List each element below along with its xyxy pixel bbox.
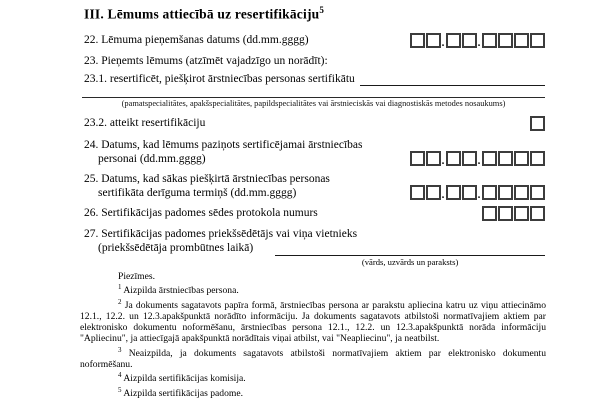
form-row-23-1 — [84, 72, 545, 86]
item26-label: 26. Sertifikācijas padomes sēdes protokola numurs — [84, 207, 318, 219]
form-digit-box[interactable] — [426, 33, 441, 48]
form-digit-box[interactable] — [514, 151, 529, 166]
footnote-5-text: Aizpilda sertifikācijas padome. — [123, 387, 243, 399]
date-separator-dot: . — [477, 36, 481, 49]
footnote-3-marker: 3 — [118, 345, 122, 354]
validity-start-date-boxes — [410, 185, 545, 200]
item23-1-label: 23.1. resertificēt, piešķirot ārstniecības personas sertifikātu — [84, 72, 355, 85]
certificate-name-blank-line2[interactable] — [82, 97, 545, 98]
form-digit-box[interactable] — [498, 206, 513, 221]
signature-block — [275, 246, 545, 267]
signature-caption: (vārds, uzvārds un paraksts) — [361, 256, 459, 267]
section-title — [84, 5, 545, 23]
footnote-3-text: Neaizpilda, ja dokuments sagatavots atbilstoši normatīvajiem aktiem par elektronisko dokumentu noformēšanu. — [80, 347, 546, 370]
item25-label — [84, 172, 410, 200]
date-separator-dot: . — [441, 188, 445, 201]
form-digit-box[interactable] — [482, 151, 497, 166]
footnote-3 — [80, 345, 546, 371]
form-digit-box[interactable] — [498, 185, 513, 200]
form-digit-box[interactable] — [514, 206, 529, 221]
form-digit-box[interactable] — [462, 185, 477, 200]
form-digit-box[interactable] — [462, 151, 477, 166]
section-title-footnote-ref: 5 — [319, 5, 325, 15]
form-digit-box[interactable] — [514, 33, 529, 48]
footnote-2-text: Ja dokuments sagatavots papīra formā, ārstniecības persona ar parakstu apliecina katru uz viņu attiecināmo 12.1., 12.2. un 12.3.apakšpunktā norādīto informāciju. Ja dokuments sagatavots atbilstoši normatīvajiem aktiem par elektronisko dokumentu noformēšanu, ārstniecības persona 12.1., 12.2. un 12.3.apakšpunktā norāda informāciju "Apliecinu", ja attiecīgajā apakšpunktā norādītais viņai atbilst, vai "Neapliecinu", ja neatbilst. — [80, 299, 546, 345]
footnotes-block — [80, 271, 546, 399]
item24-line1: 24. Datums, kad lēmums paziņots sertificējamai ārstniecības — [84, 138, 363, 151]
footnote-1-marker: 1 — [118, 283, 122, 292]
form-row-22 — [84, 32, 545, 49]
form-row-25 — [84, 172, 545, 200]
footnote-1 — [80, 282, 546, 296]
item23-label: 23. Pieņemts lēmums (atzīmēt vajadzīgo un norādīt): — [84, 54, 328, 67]
certificate-name-caption: (pamatspecialitātes, apakšspecialitātes, papildspecialitātes vai ārstnieciskās vai diagnostiskās metodes nosaukums) — [121, 98, 506, 108]
form-digit-box[interactable] — [530, 151, 545, 166]
item24-label — [84, 138, 410, 166]
section-title-text: III. Lēmums attiecībā uz resertifikāciju — [84, 6, 320, 22]
form-digit-box[interactable] — [530, 185, 545, 200]
footnote-5-marker: 5 — [118, 385, 122, 394]
footnote-4 — [80, 370, 546, 384]
form-digit-box[interactable] — [530, 206, 545, 221]
form-digit-box[interactable] — [426, 151, 441, 166]
signature-line[interactable] — [275, 246, 545, 256]
form-digit-box[interactable] — [514, 185, 529, 200]
date-separator-dot: . — [477, 188, 481, 201]
form-digit-box[interactable] — [410, 33, 425, 48]
item25-line1: 25. Datums, kad sākas piešķirtā ārstniecības personas — [84, 172, 330, 185]
form-digit-box[interactable] — [498, 151, 513, 166]
form-digit-box[interactable] — [410, 151, 425, 166]
item24-line2: personai (dd.mm.gggg) — [98, 152, 206, 165]
form-digit-box[interactable] — [446, 33, 461, 48]
date-separator-dot: . — [441, 154, 445, 167]
form-digit-box[interactable] — [482, 33, 497, 48]
item22-label: 22. Lēmuma pieņemšanas datums (dd.mm.gggg) — [84, 34, 309, 46]
footnote-4-marker: 4 — [118, 371, 122, 380]
date-separator-dot: . — [441, 36, 445, 49]
footnote-1-text: Aizpilda ārstniecības persona. — [123, 285, 239, 297]
footnote-4-text: Aizpilda sertifikācijas komisija. — [123, 373, 246, 385]
form-digit-box[interactable] — [482, 206, 497, 221]
form-digit-box[interactable] — [462, 33, 477, 48]
date-separator-dot: . — [477, 154, 481, 167]
protocol-number-boxes — [482, 206, 545, 221]
decision-date-boxes — [410, 33, 545, 48]
footnote-2-marker: 2 — [118, 297, 122, 306]
form-row-24 — [84, 138, 545, 166]
footnote-2 — [80, 297, 546, 345]
notes-heading: Piezīmes. — [118, 271, 156, 282]
notify-date-boxes — [410, 151, 545, 166]
item25-line2: sertifikāta derīguma termiņš (dd.mm.gggg) — [98, 186, 297, 199]
item27-label-line2: (priekšsēdētāja prombūtnes laikā) — [98, 241, 254, 254]
item27-label-line1: 27. Sertifikācijas padomes priekšsēdētājs vai viņa vietnieks — [84, 227, 358, 240]
form-digit-box[interactable] — [482, 185, 497, 200]
certificate-name-blank[interactable] — [360, 74, 545, 86]
form-digit-box[interactable] — [530, 33, 545, 48]
form-row-26 — [84, 205, 545, 222]
item23-2-label: 23.2. atteikt resertifikāciju — [84, 117, 206, 129]
footnote-5 — [80, 385, 546, 399]
form-digit-box[interactable] — [446, 151, 461, 166]
form-row-27 — [84, 242, 545, 267]
form-digit-box[interactable] — [498, 33, 513, 48]
form-digit-box[interactable] — [446, 185, 461, 200]
form-row-23-2 — [84, 115, 545, 132]
form-digit-box[interactable] — [410, 185, 425, 200]
form-digit-box[interactable] — [426, 185, 441, 200]
checkbox-refuse-recertification[interactable] — [530, 116, 545, 131]
